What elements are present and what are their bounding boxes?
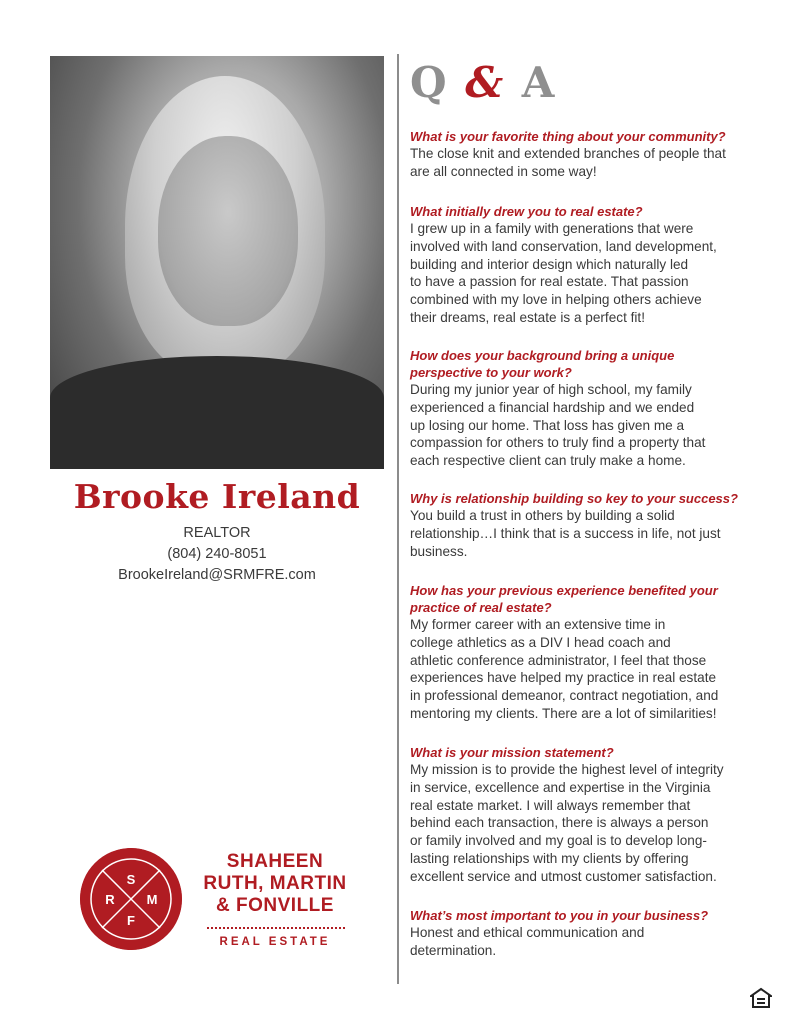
agent-photo — [50, 56, 384, 469]
answer-line: real estate market. I will always remember that — [410, 797, 691, 813]
answer-line: experiences have helped my practice in real estate — [410, 670, 717, 686]
column-divider — [397, 54, 399, 984]
question: How does your background bring a unique — [410, 348, 675, 363]
brand-line: RUTH, MARTIN — [203, 873, 347, 894]
question: practice of real estate? — [410, 600, 552, 615]
photo-face — [158, 136, 298, 326]
answer-line: to have a passion for real estate. That passion — [410, 274, 689, 290]
agent-email[interactable]: BrookeIreland@SRMFRE.com — [118, 567, 316, 583]
question: perspective to your work? — [410, 365, 572, 380]
answer-line: college athletics as a DIV I head coach and — [410, 634, 671, 650]
answer-line: excellent service and utmost customer satisfaction. — [410, 868, 717, 884]
qa-item-experience — [410, 582, 742, 723]
answer-line: are all connected in some way! — [410, 163, 597, 179]
logo-letter-f: F — [127, 913, 135, 928]
answer-line: their dreams, real estate is a perfect fit! — [410, 309, 645, 325]
answer-line: During my junior year of high school, my family — [410, 382, 692, 397]
answer-line: My mission is to provide the highest level of integrity — [410, 762, 724, 777]
question: Why is relationship building so key to your success? — [410, 491, 738, 506]
logo-letter-r: R — [105, 892, 115, 907]
brand-name — [193, 851, 357, 917]
answer-line: My former career with an extensive time in — [410, 617, 666, 632]
answer-line: involved with land conservation, land development, — [410, 238, 717, 254]
qa-item-important — [410, 907, 742, 960]
answer-line: mentoring my clients. There are a lot of similarities! — [410, 705, 717, 721]
answer-line: athletic conference administrator, I feel that those — [410, 652, 707, 668]
qa-item-mission — [410, 744, 742, 886]
answer-line: The close knit and extended branches of people that — [410, 146, 726, 161]
qa-item-community — [410, 128, 742, 181]
photo-shirt — [50, 356, 384, 469]
qa-item-relationship — [410, 490, 742, 560]
answer-line: You build a trust in others by building a solid — [410, 508, 675, 523]
logo-letter-s: S — [126, 872, 136, 887]
agent-name: Brooke Ireland — [73, 477, 361, 516]
answer-line: combined with my love in helping others achieve — [410, 292, 702, 308]
answer-line: behind each transaction, there is always a person — [410, 815, 709, 831]
question: What’s most important to you in your business? — [410, 908, 709, 923]
brand-dotted-rule — [207, 927, 345, 929]
answer-line: each respective client can truly make a home. — [410, 453, 686, 469]
answer-line: compassion for others to truly find a property that — [410, 435, 706, 451]
answer-line: business. — [410, 543, 468, 559]
agent-phone[interactable]: (804) 240-8051 — [167, 546, 267, 562]
answer-line: I grew up in a family with generations that were — [410, 221, 694, 236]
answer-line: experienced a financial hardship and we ended — [410, 399, 695, 415]
qa-heading-q: Q — [410, 58, 449, 107]
answer-line: lasting relationships with my clients by offering — [410, 850, 689, 866]
answer-line: up losing our home. That loss has given me a — [410, 417, 685, 433]
brand-line: SHAHEEN — [226, 851, 324, 872]
qa-heading — [410, 58, 556, 107]
question: What initially drew you to real estate? — [410, 204, 643, 219]
answer-line: in professional demeanor, contract negotiation, and — [410, 688, 719, 704]
answer-line: determination. — [410, 942, 497, 958]
equal-housing-opportunity-icon — [750, 987, 772, 1009]
srmf-logo-icon — [80, 848, 182, 950]
answer-line: in service, excellence and expertise in the Virginia — [410, 779, 711, 795]
answer-line: building and interior design which naturally led — [410, 256, 689, 272]
qa-item-drew-you — [410, 203, 742, 327]
qa-heading-amp: & — [465, 58, 506, 107]
brand-line: & FONVILLE — [216, 895, 334, 916]
qa-heading-a: A — [521, 58, 557, 107]
agent-title: REALTOR — [183, 525, 251, 541]
brand-subtitle: REAL ESTATE — [219, 936, 331, 948]
agent-contact — [50, 523, 384, 586]
question: What is your mission statement? — [410, 745, 614, 760]
qa-item-background — [410, 347, 742, 470]
answer-line: relationship…I think that is a success in life, not just — [410, 525, 721, 541]
answer-line: or family involved and my goal is to develop long- — [410, 833, 707, 849]
question: How has your previous experience benefited your — [410, 583, 718, 598]
logo-letter-m: M — [146, 892, 158, 907]
question: What is your favorite thing about your community? — [410, 129, 726, 144]
answer-line: Honest and ethical communication and — [410, 925, 645, 940]
